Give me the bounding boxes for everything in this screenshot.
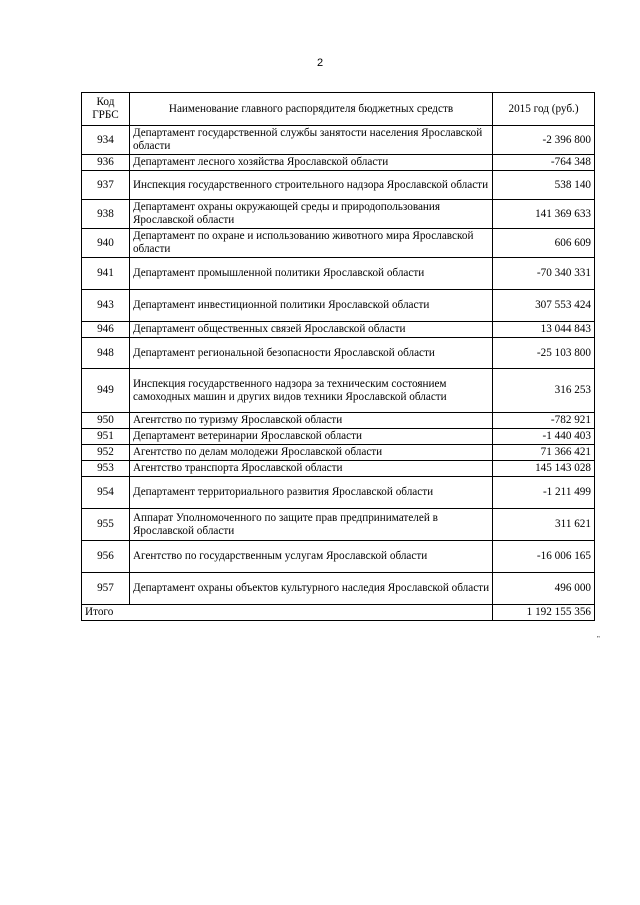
table-row: [82, 290, 595, 322]
table-row: [82, 445, 595, 461]
row-code: 940: [82, 229, 130, 258]
table-row: [82, 322, 595, 338]
table-row: [82, 413, 595, 429]
row-name: Аппарат Уполномоченного по защите прав предпринимателей в Ярославской области: [129, 509, 492, 541]
row-name: Департамент лесного хозяйства Ярославской области: [129, 155, 492, 171]
row-code: 955: [82, 509, 130, 541]
table-row: [82, 369, 595, 413]
closing-quote-mark: ": [597, 635, 600, 643]
table-row: [82, 573, 595, 605]
row-code: 938: [82, 200, 130, 229]
table-row: [82, 338, 595, 369]
row-value: -764 348: [493, 155, 595, 171]
row-value: 311 621: [493, 509, 595, 541]
row-code: 951: [82, 429, 130, 445]
row-value: -70 340 331: [493, 258, 595, 290]
row-name: Департамент ветеринарии Ярославской области: [129, 429, 492, 445]
row-name: Инспекция государственного строительного надзора Ярославской области: [129, 171, 492, 200]
row-value: -1 211 499: [493, 477, 595, 509]
row-value: 316 253: [493, 369, 595, 413]
table-row: [82, 126, 595, 155]
row-value: 13 044 843: [493, 322, 595, 338]
row-name: Департамент региональной безопасности Ярославской области: [129, 338, 492, 369]
header-value: 2015 год (руб.): [493, 93, 595, 126]
row-name: Департамент промышленной политики Ярославской области: [129, 258, 492, 290]
row-name: Департамент территориального развития Ярославской области: [129, 477, 492, 509]
table-body: [82, 126, 595, 605]
total-label: Итого: [82, 605, 493, 621]
row-code: 956: [82, 541, 130, 573]
row-name: Агентство по делам молодежи Ярославской области: [129, 445, 492, 461]
row-code: 934: [82, 126, 130, 155]
row-code: 953: [82, 461, 130, 477]
budget-table: [81, 92, 595, 621]
total-row: [82, 605, 595, 621]
row-code: 941: [82, 258, 130, 290]
row-value: 141 369 633: [493, 200, 595, 229]
row-code: 948: [82, 338, 130, 369]
table-row: [82, 509, 595, 541]
row-value: -1 440 403: [493, 429, 595, 445]
row-name: Инспекция государственного надзора за техническим состоянием самоходных машин и других видов техники Ярославской области: [129, 369, 492, 413]
row-code: 950: [82, 413, 130, 429]
row-code: 957: [82, 573, 130, 605]
row-code: 943: [82, 290, 130, 322]
row-name: Департамент государственной службы занятости населения Ярославской области: [129, 126, 492, 155]
table-row: [82, 477, 595, 509]
table-row: [82, 229, 595, 258]
table-row: [82, 461, 595, 477]
row-value: -16 006 165: [493, 541, 595, 573]
row-name: Агентство транспорта Ярославской области: [129, 461, 492, 477]
row-name: Агентство по государственным услугам Ярославской области: [129, 541, 492, 573]
table-row: [82, 541, 595, 573]
row-value: 606 609: [493, 229, 595, 258]
header-name: Наименование главного распорядителя бюджетных средств: [129, 93, 492, 126]
row-value: 145 143 028: [493, 461, 595, 477]
row-name: Департамент по охране и использованию животного мира Ярославской области: [129, 229, 492, 258]
row-value: 71 366 421: [493, 445, 595, 461]
header-code: Код ГРБС: [82, 93, 130, 126]
page-number: 2: [316, 57, 324, 69]
row-name: Департамент охраны объектов культурного наследия Ярославской области: [129, 573, 492, 605]
row-code: 946: [82, 322, 130, 338]
table-row: [82, 429, 595, 445]
row-value: -25 103 800: [493, 338, 595, 369]
row-name: Департамент охраны окружающей среды и природопользования Ярославской области: [129, 200, 492, 229]
row-value: 538 140: [493, 171, 595, 200]
row-code: 936: [82, 155, 130, 171]
row-name: Департамент общественных связей Ярославской области: [129, 322, 492, 338]
table-row: [82, 200, 595, 229]
table-row: [82, 258, 595, 290]
row-value: -2 396 800: [493, 126, 595, 155]
row-name: Департамент инвестиционной политики Ярославской области: [129, 290, 492, 322]
table-row: [82, 171, 595, 200]
row-name: Агентство по туризму Ярославской области: [129, 413, 492, 429]
row-value: 307 553 424: [493, 290, 595, 322]
row-value: 496 000: [493, 573, 595, 605]
row-code: 954: [82, 477, 130, 509]
row-code: 937: [82, 171, 130, 200]
row-code: 949: [82, 369, 130, 413]
table-row: [82, 155, 595, 171]
row-code: 952: [82, 445, 130, 461]
table-header-row: [82, 93, 595, 126]
row-value: -782 921: [493, 413, 595, 429]
total-value: 1 192 155 356: [493, 605, 595, 621]
